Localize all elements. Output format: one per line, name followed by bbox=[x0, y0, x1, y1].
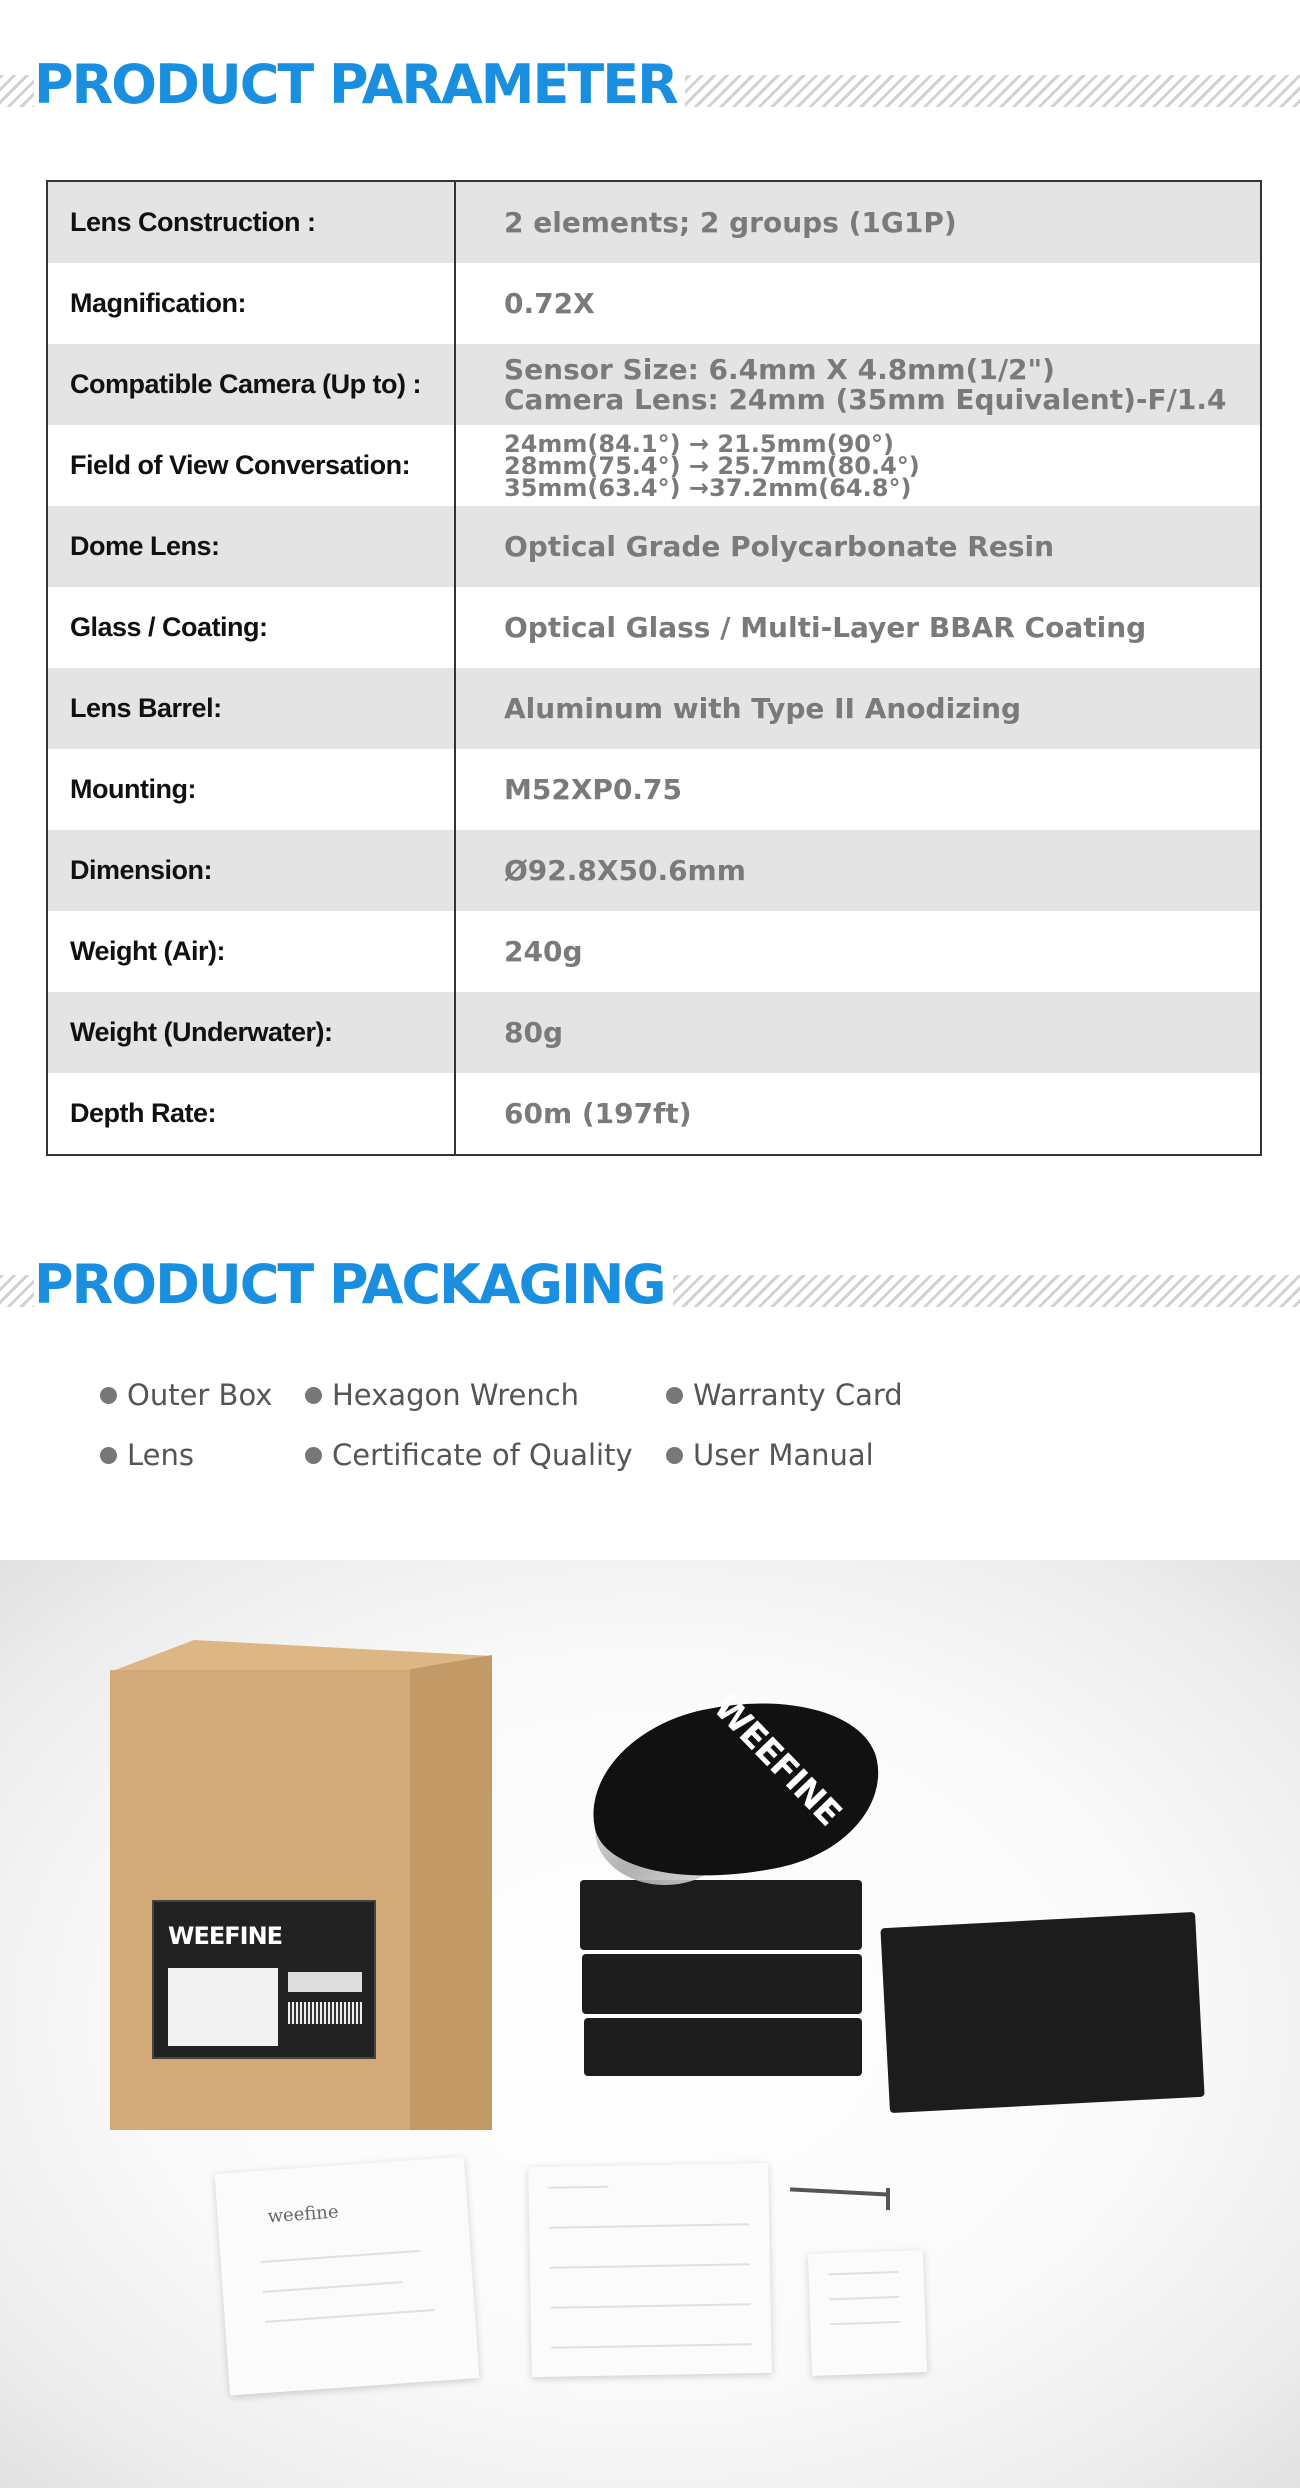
foam-block bbox=[582, 1954, 862, 2014]
table-row bbox=[48, 1073, 1260, 1154]
foam-block bbox=[584, 2018, 862, 2076]
row-label: Compatible Camera (Up to) : bbox=[48, 344, 456, 425]
bullet-icon bbox=[100, 1387, 117, 1404]
box-label bbox=[152, 1900, 376, 2059]
user-manual bbox=[215, 2157, 480, 2396]
manual-logo: weefine bbox=[266, 2201, 340, 2228]
table-row bbox=[48, 668, 1260, 749]
list-item: Lens bbox=[100, 1438, 194, 1472]
packaging-title: PRODUCT PACKAGING bbox=[34, 1245, 673, 1325]
bullet-icon bbox=[666, 1387, 683, 1404]
row-value: 240g bbox=[504, 935, 583, 968]
row-value: 80g bbox=[504, 1016, 564, 1049]
outer-box-side bbox=[410, 1655, 492, 2130]
row-value: 60m (197ft) bbox=[504, 1097, 692, 1130]
table-row bbox=[48, 182, 1260, 263]
row-label: Depth Rate: bbox=[48, 1073, 456, 1154]
list-item: Warranty Card bbox=[666, 1378, 903, 1412]
table-row bbox=[48, 830, 1260, 911]
row-label: Glass / Coating: bbox=[48, 587, 456, 668]
table-row bbox=[48, 344, 1260, 425]
row-value: Optical Grade Polycarbonate Resin bbox=[504, 530, 1055, 563]
bullet-icon bbox=[305, 1447, 322, 1464]
bullet-icon bbox=[666, 1447, 683, 1464]
row-value: 2 elements; 2 groups (1G1P) bbox=[504, 206, 957, 239]
table-row bbox=[48, 992, 1260, 1073]
box-label-tag bbox=[288, 1972, 362, 1992]
row-value: 24mm(84.1°) → 21.5mm(90°) 28mm(75.4°) → 25.7mm(80.4°) 35mm(63.4°) →37.2mm(64.8°) bbox=[504, 429, 920, 502]
row-value: Optical Glass / Multi-Layer BBAR Coating bbox=[504, 611, 1147, 644]
packaging-photo bbox=[0, 1560, 1300, 2488]
list-item: Outer Box bbox=[100, 1378, 272, 1412]
table-row bbox=[48, 506, 1260, 587]
table-row bbox=[48, 749, 1260, 830]
row-label: Field of View Conversation: bbox=[48, 425, 456, 506]
packaging-heading bbox=[0, 1245, 1300, 1325]
list-item: Certificate of Quality bbox=[305, 1438, 633, 1472]
table-row bbox=[48, 911, 1260, 992]
table-row bbox=[48, 263, 1260, 344]
row-label: Lens Barrel: bbox=[48, 668, 456, 749]
warranty-card bbox=[808, 2250, 927, 2376]
parameter-heading bbox=[0, 45, 1300, 125]
box-logo: WEEFINE bbox=[168, 1922, 283, 1950]
pouch-logo: WEEFINE bbox=[705, 1687, 849, 1834]
hexagon-wrench bbox=[790, 2187, 890, 2196]
foam-block bbox=[580, 1880, 862, 1950]
outer-box bbox=[110, 1670, 410, 2130]
row-value: Aluminum with Type II Anodizing bbox=[504, 692, 1022, 725]
row-value: 0.72X bbox=[504, 287, 595, 320]
parameter-table bbox=[46, 180, 1262, 1156]
row-label: Dimension: bbox=[48, 830, 456, 911]
row-value: Sensor Size: 6.4mm X 4.8mm(1/2") Camera Lens: 24mm (35mm Equivalent)-F/1.4 bbox=[504, 352, 1227, 416]
certificate-of-quality bbox=[528, 2163, 772, 2377]
bullet-icon bbox=[100, 1447, 117, 1464]
box-label-panel bbox=[168, 1968, 278, 2046]
row-label: Weight (Air): bbox=[48, 911, 456, 992]
list-item: User Manual bbox=[666, 1438, 874, 1472]
row-label: Magnification: bbox=[48, 263, 456, 344]
row-value: Ø92.8X50.6mm bbox=[504, 854, 746, 887]
barcode-icon bbox=[288, 2002, 362, 2024]
row-label: Weight (Underwater): bbox=[48, 992, 456, 1073]
bullet-icon bbox=[305, 1387, 322, 1404]
row-label: Mounting: bbox=[48, 749, 456, 830]
foam-pad bbox=[880, 1912, 1204, 2113]
parameter-title: PRODUCT PARAMETER bbox=[34, 45, 685, 125]
list-item: Hexagon Wrench bbox=[305, 1378, 579, 1412]
table-row bbox=[48, 425, 1260, 506]
table-row bbox=[48, 587, 1260, 668]
row-label: Dome Lens: bbox=[48, 506, 456, 587]
row-value: M52XP0.75 bbox=[504, 773, 683, 806]
hexagon-wrench-tip bbox=[886, 2188, 890, 2210]
row-label: Lens Construction : bbox=[48, 182, 456, 263]
